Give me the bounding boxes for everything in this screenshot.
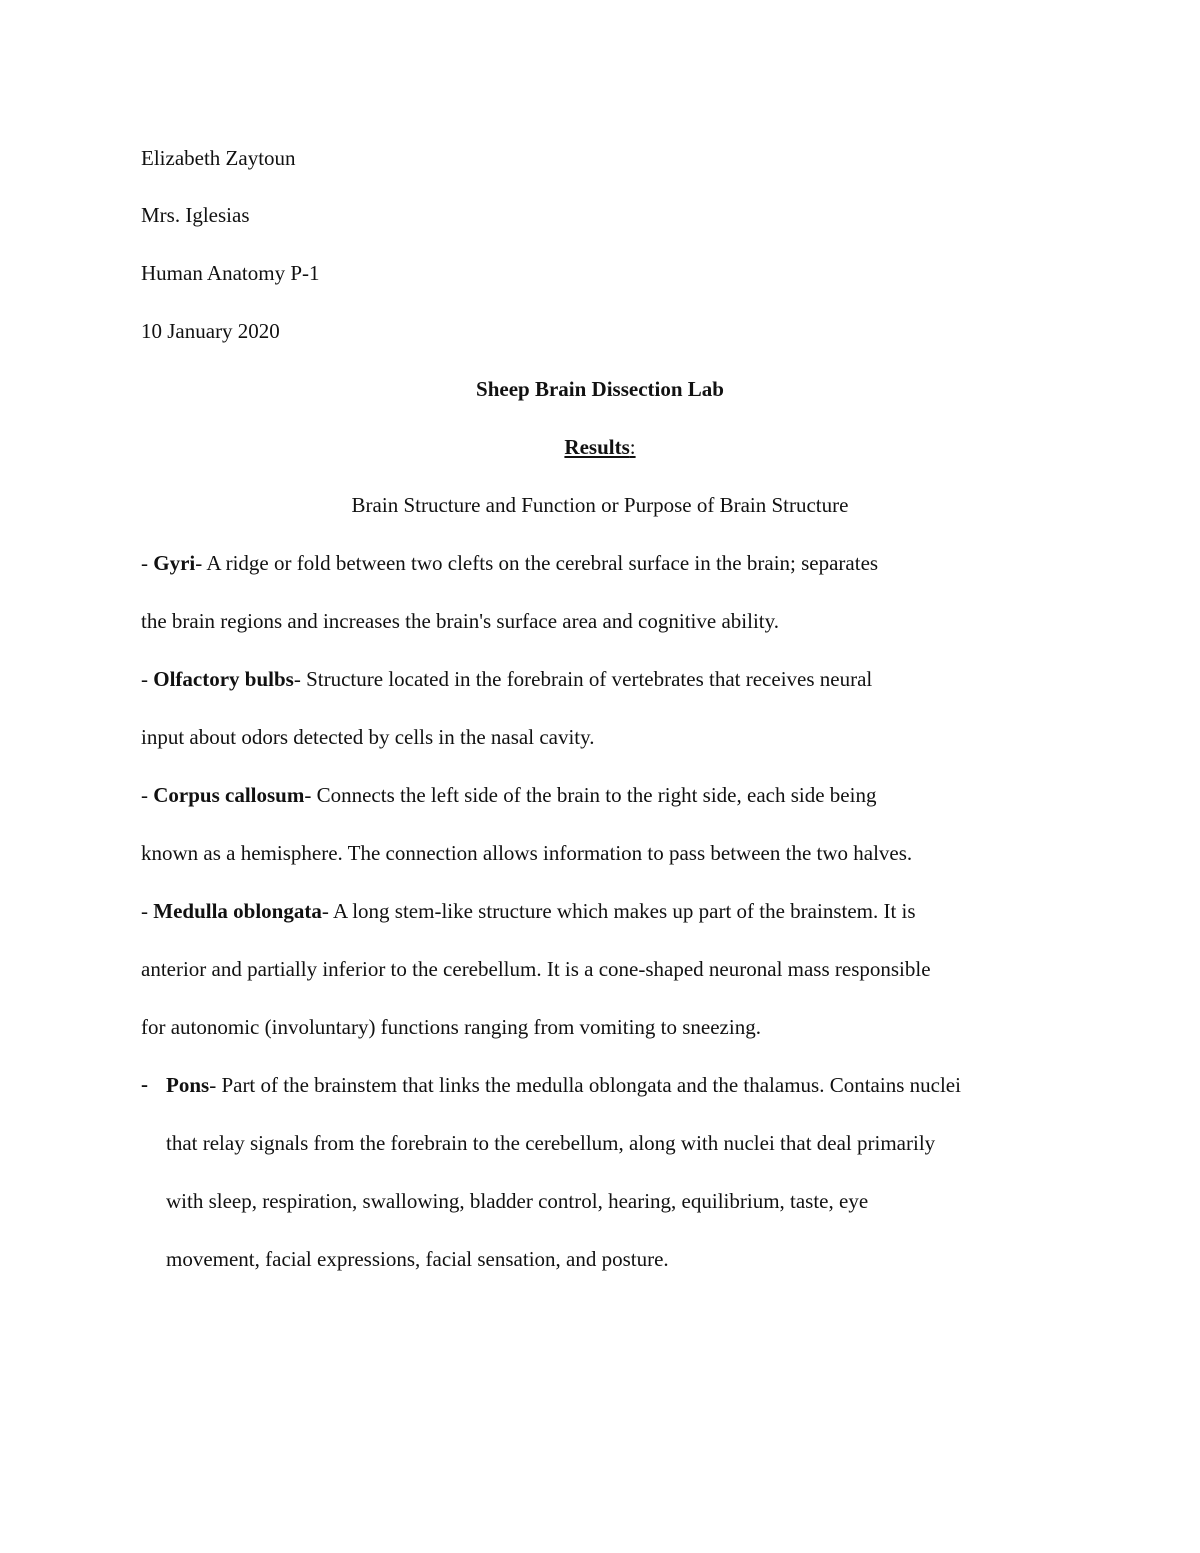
entry-dash: - xyxy=(304,783,312,807)
entry-corpus-line-2: known as a hemisphere. The connection allows information to pass between the two halves. xyxy=(141,841,913,865)
entry-term-pons: Pons xyxy=(166,1073,210,1097)
entry-prefix: - xyxy=(141,667,154,691)
entry-gyri-line-2: the brain regions and increases the brain's surface area and cognitive ability. xyxy=(141,609,779,633)
entry-term-gyri: Gyri xyxy=(153,551,196,575)
entry-text: Connects the left side of the brain to the right side, each side being xyxy=(311,783,877,807)
document-title: Sheep Brain Dissection Lab xyxy=(476,377,724,401)
results-heading-line xyxy=(0,434,1200,460)
entry-corpus-line-1 xyxy=(141,782,876,808)
entry-prefix: - xyxy=(141,783,154,807)
student-name: Elizabeth Zaytoun xyxy=(141,146,296,170)
entry-medulla-line-2: anterior and partially inferior to the cerebellum. It is a cone-shaped neuronal mass responsible xyxy=(141,957,931,981)
results-caption: Brain Structure and Function or Purpose of Brain Structure xyxy=(351,493,849,517)
entry-dash: - xyxy=(293,667,301,691)
entry-dash: - xyxy=(209,1073,217,1097)
entry-text: A ridge or fold between two clefts on the cerebral surface in the brain; separates xyxy=(202,551,879,575)
entry-dash: - xyxy=(195,551,203,575)
entry-pons-line-2: that relay signals from the forebrain to the cerebellum, along with nuclei that deal primarily xyxy=(166,1131,936,1155)
entry-term-medulla-oblongata: Medulla oblongata xyxy=(153,899,322,923)
document-date: 10 January 2020 xyxy=(141,319,280,343)
entry-term-corpus-callosum: Corpus callosum xyxy=(153,783,305,807)
teacher-name: Mrs. Iglesias xyxy=(141,203,250,227)
entry-text: Part of the brainstem that links the medulla oblongata and the thalamus. Contains nuclei xyxy=(216,1073,961,1097)
entry-prefix: - xyxy=(141,551,154,575)
entry-medulla-line-1 xyxy=(141,898,916,924)
results-heading-suffix: : xyxy=(629,435,636,459)
entry-text: A long stem-like structure which makes up part of the brainstem. It is xyxy=(328,899,916,923)
entry-olfactory-line-1 xyxy=(141,666,872,692)
entry-prefix: - xyxy=(141,899,154,923)
entry-term-olfactory-bulbs: Olfactory bulbs xyxy=(153,667,294,691)
entry-pons-line-4: movement, facial expressions, facial sensation, and posture. xyxy=(166,1247,669,1271)
course-name: Human Anatomy P-1 xyxy=(141,261,320,285)
entry-pons-line-3: with sleep, respiration, swallowing, bladder control, hearing, equilibrium, taste, eye xyxy=(166,1189,869,1213)
entry-medulla-line-3: for autonomic (involuntary) functions ranging from vomiting to sneezing. xyxy=(141,1015,761,1039)
entry-pons-line-1 xyxy=(166,1072,961,1098)
list-bullet: - xyxy=(141,1072,148,1096)
results-heading: Results xyxy=(564,435,630,459)
entry-dash: - xyxy=(321,899,329,923)
entry-text: Structure located in the forebrain of vertebrates that receives neural xyxy=(300,667,873,691)
entry-gyri-line-1 xyxy=(141,550,878,576)
entry-olfactory-line-2: input about odors detected by cells in the nasal cavity. xyxy=(141,725,595,749)
